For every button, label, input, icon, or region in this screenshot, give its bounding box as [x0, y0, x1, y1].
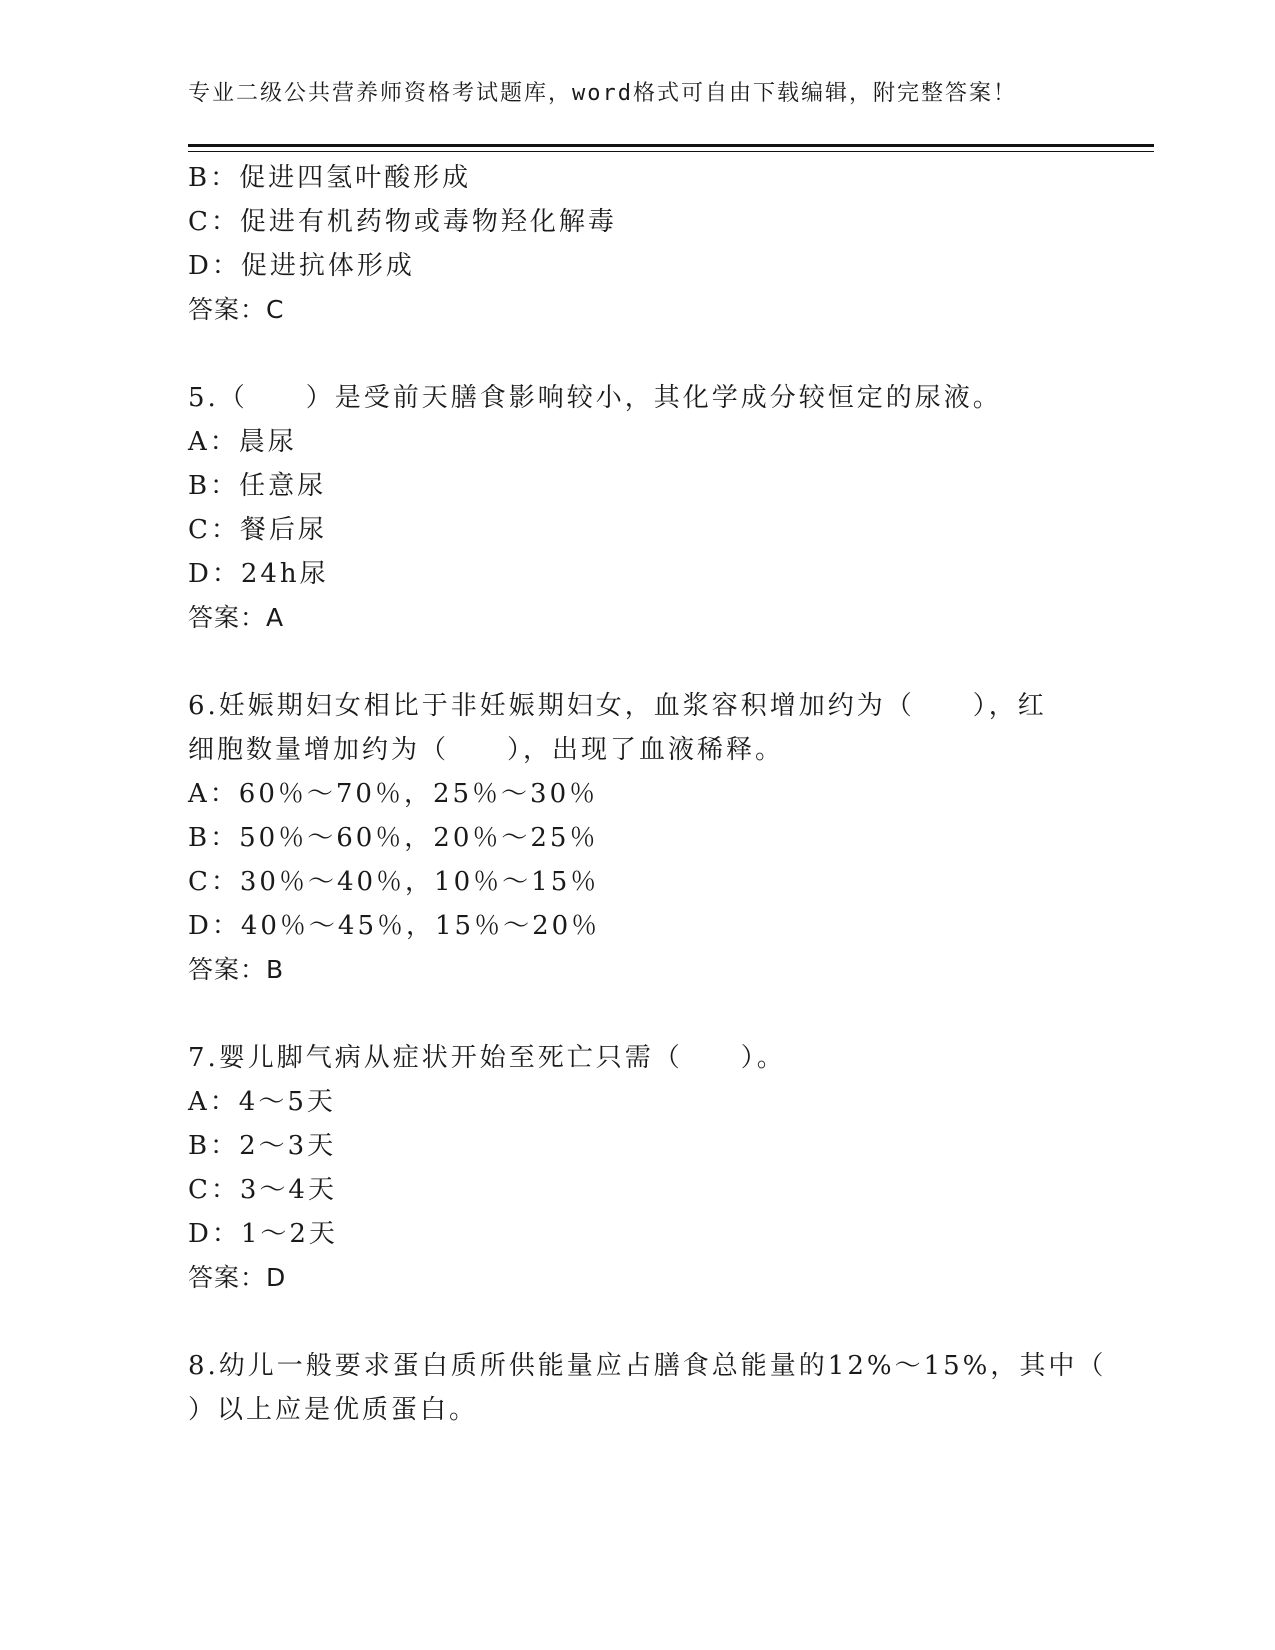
option-c-q5: C：餐后尿 [188, 515, 327, 545]
question-7: 7.婴儿脚气病从症状开始至死亡只需（ ）。 [188, 1043, 786, 1073]
option-d-q4: D：促进抗体形成 [188, 251, 415, 281]
option-b-q6: B：50％～60％，20％～25％ [188, 823, 599, 853]
answer-q7: 答案：D [188, 1263, 287, 1292]
option-b-q5: B：任意尿 [188, 471, 327, 501]
option-a-q7: A：4～5天 [188, 1087, 336, 1117]
header-rule-thick [188, 144, 1154, 147]
answer-q5: 答案：A [188, 603, 285, 632]
option-c-q6: C：30％～40％，10％～15％ [188, 867, 600, 897]
answer-q6: 答案：B [188, 955, 285, 984]
question-8-line-2: ）以上应是优质蛋白。 [188, 1395, 479, 1425]
option-d-q7: D：1～2天 [188, 1219, 338, 1249]
header-rule-thin [188, 151, 1154, 152]
option-c-q4: C：促进有机药物或毒物羟化解毒 [188, 207, 617, 237]
option-c-q7: C：3～4天 [188, 1175, 337, 1205]
question-8-line-1: 8.幼儿一般要求蛋白质所供能量应占膳食总能量的12%～15%，其中（ [188, 1351, 1107, 1381]
option-d-q6: D：40％～45％，15％～20％ [188, 911, 601, 941]
question-6-line-2: 细胞数量增加约为（ ），出现了血液稀释。 [188, 735, 785, 765]
option-a-q6: A：60％～70％，25％～30％ [188, 779, 599, 809]
question-6-line-1: 6.妊娠期妇女相比于非妊娠期妇女，血浆容积增加约为（ ），红 [188, 691, 1047, 721]
page-header: 专业二级公共营养师资格考试题库，word格式可自由下载编辑，附完整答案！ [188, 81, 1017, 106]
question-5: 5.（ ）是受前天膳食影响较小，其化学成分较恒定的尿液。 [188, 383, 1002, 413]
option-b-q7: B：2～3天 [188, 1131, 337, 1161]
answer-q4: 答案：C [188, 295, 285, 324]
option-d-q5: D：24h尿 [188, 559, 329, 589]
option-b-q4: B：促进四氢叶酸形成 [188, 163, 472, 193]
option-a-q5: A：晨尿 [188, 427, 297, 457]
